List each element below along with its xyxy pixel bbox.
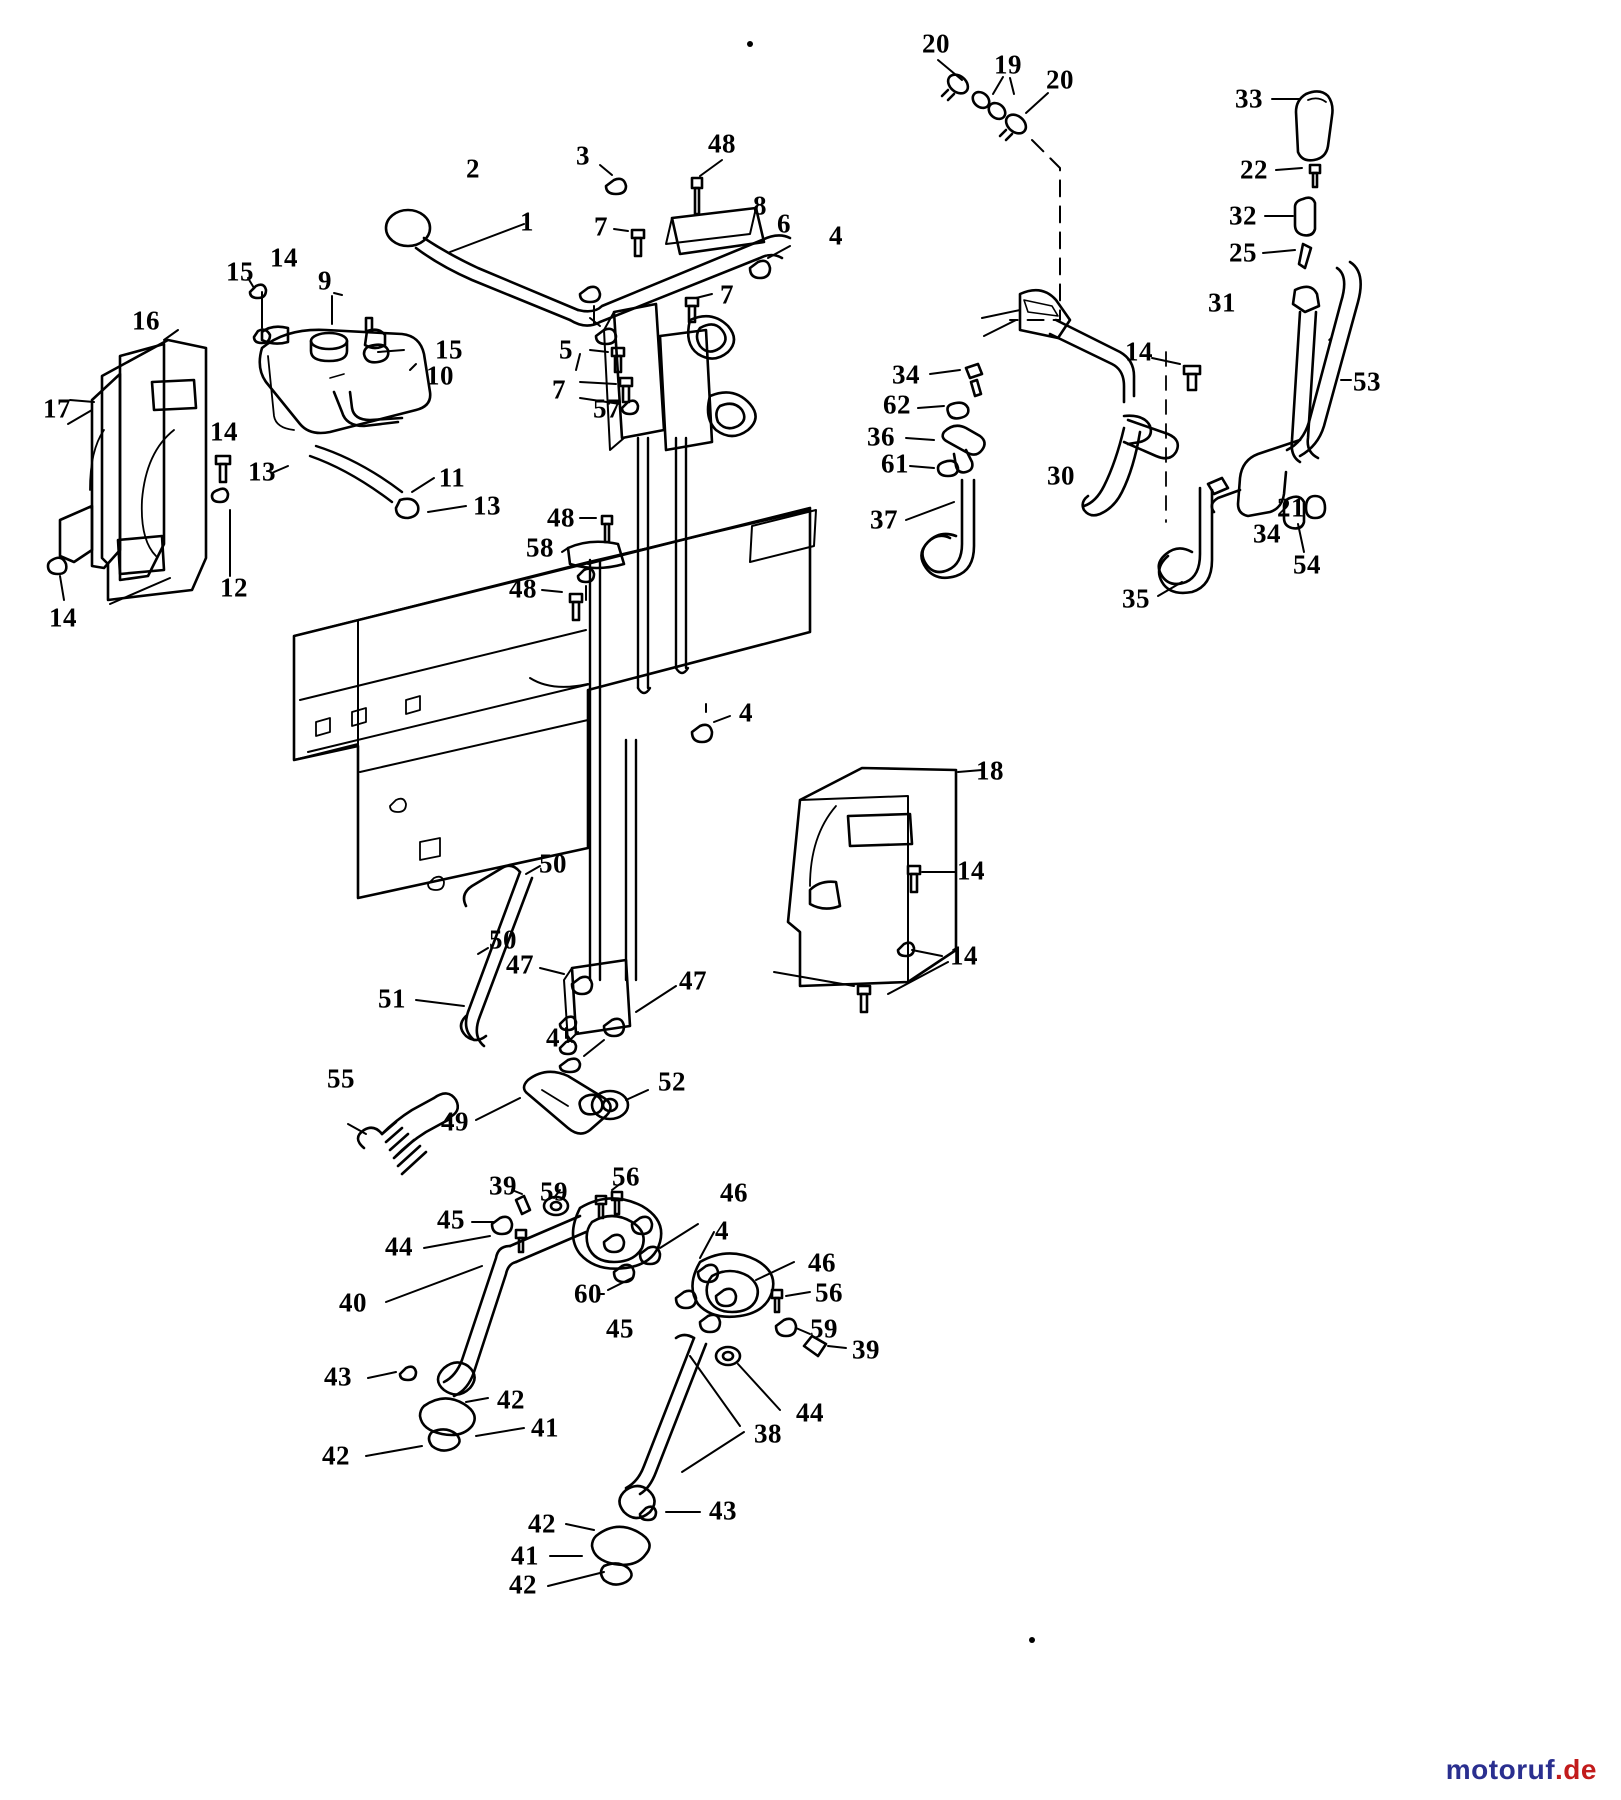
callout-7: 7 bbox=[594, 211, 608, 242]
callout-6: 6 bbox=[777, 208, 791, 239]
callout-34: 34 bbox=[892, 359, 920, 390]
callout-32: 32 bbox=[1229, 200, 1257, 231]
group-lift-shaft-30 bbox=[982, 290, 1200, 522]
group-grip-33 bbox=[1272, 91, 1333, 160]
callout-34b: 34 bbox=[1253, 518, 1281, 549]
callout-44b: 44 bbox=[796, 1397, 824, 1428]
callout-4c: 4 bbox=[546, 1022, 560, 1053]
callout-48b: 48 bbox=[547, 502, 575, 533]
callout-14c: 14 bbox=[210, 416, 238, 447]
callout-50: 50 bbox=[539, 848, 567, 879]
callout-7b: 7 bbox=[720, 279, 734, 310]
callout-47: 47 bbox=[506, 949, 534, 980]
group-tank-10 bbox=[248, 278, 466, 518]
callout-52: 52 bbox=[658, 1066, 686, 1097]
callout-61: 61 bbox=[881, 448, 909, 479]
callout-25: 25 bbox=[1229, 237, 1257, 268]
callout-8: 8 bbox=[753, 190, 767, 221]
callout-1: 1 bbox=[520, 206, 534, 237]
callout-4d: 4 bbox=[715, 1215, 729, 1246]
callout-58: 58 bbox=[526, 532, 554, 563]
group-panel-18 bbox=[774, 768, 982, 1012]
callout-39b: 39 bbox=[852, 1334, 880, 1365]
callout-33: 33 bbox=[1235, 83, 1263, 114]
callout-12: 12 bbox=[220, 572, 248, 603]
callout-40: 40 bbox=[339, 1287, 367, 1318]
callout-37: 37 bbox=[870, 504, 898, 535]
callout-43b: 43 bbox=[709, 1495, 737, 1526]
group-joint-47 bbox=[540, 960, 676, 1072]
callout-53: 53 bbox=[1353, 366, 1381, 397]
group-pins-19-20 bbox=[938, 60, 1060, 320]
callout-14: 14 bbox=[270, 242, 298, 273]
callout-46b: 46 bbox=[808, 1247, 836, 1278]
callout-13b: 13 bbox=[473, 490, 501, 521]
callout-45b: 45 bbox=[606, 1313, 634, 1344]
callout-42d: 42 bbox=[509, 1569, 537, 1600]
callout-13: 13 bbox=[248, 456, 276, 487]
group-panel-16-17 bbox=[48, 330, 230, 604]
callout-39: 39 bbox=[489, 1170, 517, 1201]
callout-42: 42 bbox=[497, 1384, 525, 1415]
callout-14f: 14 bbox=[950, 940, 978, 971]
callout-41b: 41 bbox=[511, 1540, 539, 1571]
callout-22: 22 bbox=[1240, 154, 1268, 185]
callout-62: 62 bbox=[883, 389, 911, 420]
callout-55: 55 bbox=[327, 1063, 355, 1094]
callout-19: 19 bbox=[994, 49, 1022, 80]
watermark-name: motoruf bbox=[1445, 1754, 1556, 1785]
watermark-suffix: .de bbox=[1555, 1754, 1597, 1785]
callout-48: 48 bbox=[708, 128, 736, 159]
callout-36: 36 bbox=[867, 421, 895, 452]
group-bracket-49-52 bbox=[476, 1072, 648, 1134]
callout-30: 30 bbox=[1047, 460, 1075, 491]
callout-15: 15 bbox=[226, 256, 254, 287]
callout-57: 57 bbox=[593, 393, 621, 424]
callout-11: 11 bbox=[438, 462, 466, 493]
callout-45: 45 bbox=[437, 1204, 465, 1235]
callout-56: 56 bbox=[612, 1161, 640, 1192]
callout-42b: 42 bbox=[322, 1440, 350, 1471]
callout-15b: 15 bbox=[435, 334, 463, 365]
callout-48c: 48 bbox=[509, 573, 537, 604]
callout-49: 49 bbox=[441, 1106, 469, 1137]
callout-5: 5 bbox=[559, 334, 573, 365]
callout-59: 59 bbox=[540, 1176, 568, 1207]
watermark bbox=[1446, 1754, 1597, 1786]
group-main-frame bbox=[294, 508, 816, 898]
callout-9: 9 bbox=[318, 265, 332, 296]
callout-14d: 14 bbox=[49, 602, 77, 633]
callout-42c: 42 bbox=[528, 1508, 556, 1539]
callout-50b: 50 bbox=[489, 924, 517, 955]
callout-59b: 59 bbox=[810, 1313, 838, 1344]
callout-46: 46 bbox=[720, 1177, 748, 1208]
callout-14b: 14 bbox=[1125, 336, 1153, 367]
callout-21: 21 bbox=[1277, 492, 1305, 523]
callout-16: 16 bbox=[132, 305, 160, 336]
group-control-rods bbox=[590, 438, 688, 980]
callout-44: 44 bbox=[385, 1231, 413, 1262]
callout-10: 10 bbox=[426, 360, 454, 391]
callout-4b: 4 bbox=[739, 697, 753, 728]
callout-7c: 7 bbox=[552, 374, 566, 405]
callout-35: 35 bbox=[1122, 583, 1150, 614]
callout-18: 18 bbox=[976, 755, 1004, 786]
callout-47b: 47 bbox=[679, 965, 707, 996]
callout-41: 41 bbox=[531, 1412, 559, 1443]
callout-56b: 56 bbox=[815, 1277, 843, 1308]
callout-3: 3 bbox=[576, 140, 590, 171]
callout-20b: 20 bbox=[1046, 64, 1074, 95]
callout-2: 2 bbox=[466, 153, 480, 184]
group-dot-markers bbox=[747, 41, 1035, 1643]
callout-20: 20 bbox=[922, 28, 950, 59]
callout-4: 4 bbox=[829, 220, 843, 251]
callout-60: 60 bbox=[574, 1278, 602, 1309]
callout-51: 51 bbox=[378, 983, 406, 1014]
callout-17: 17 bbox=[43, 393, 71, 424]
callout-31: 31 bbox=[1208, 287, 1236, 318]
callout-54: 54 bbox=[1293, 549, 1321, 580]
group-pedal-assembly bbox=[366, 1184, 846, 1586]
callout-38: 38 bbox=[754, 1418, 782, 1449]
callout-14e: 14 bbox=[957, 855, 985, 886]
group-fasteners-22-32-25 bbox=[1263, 165, 1320, 268]
callout-43: 43 bbox=[324, 1361, 352, 1392]
